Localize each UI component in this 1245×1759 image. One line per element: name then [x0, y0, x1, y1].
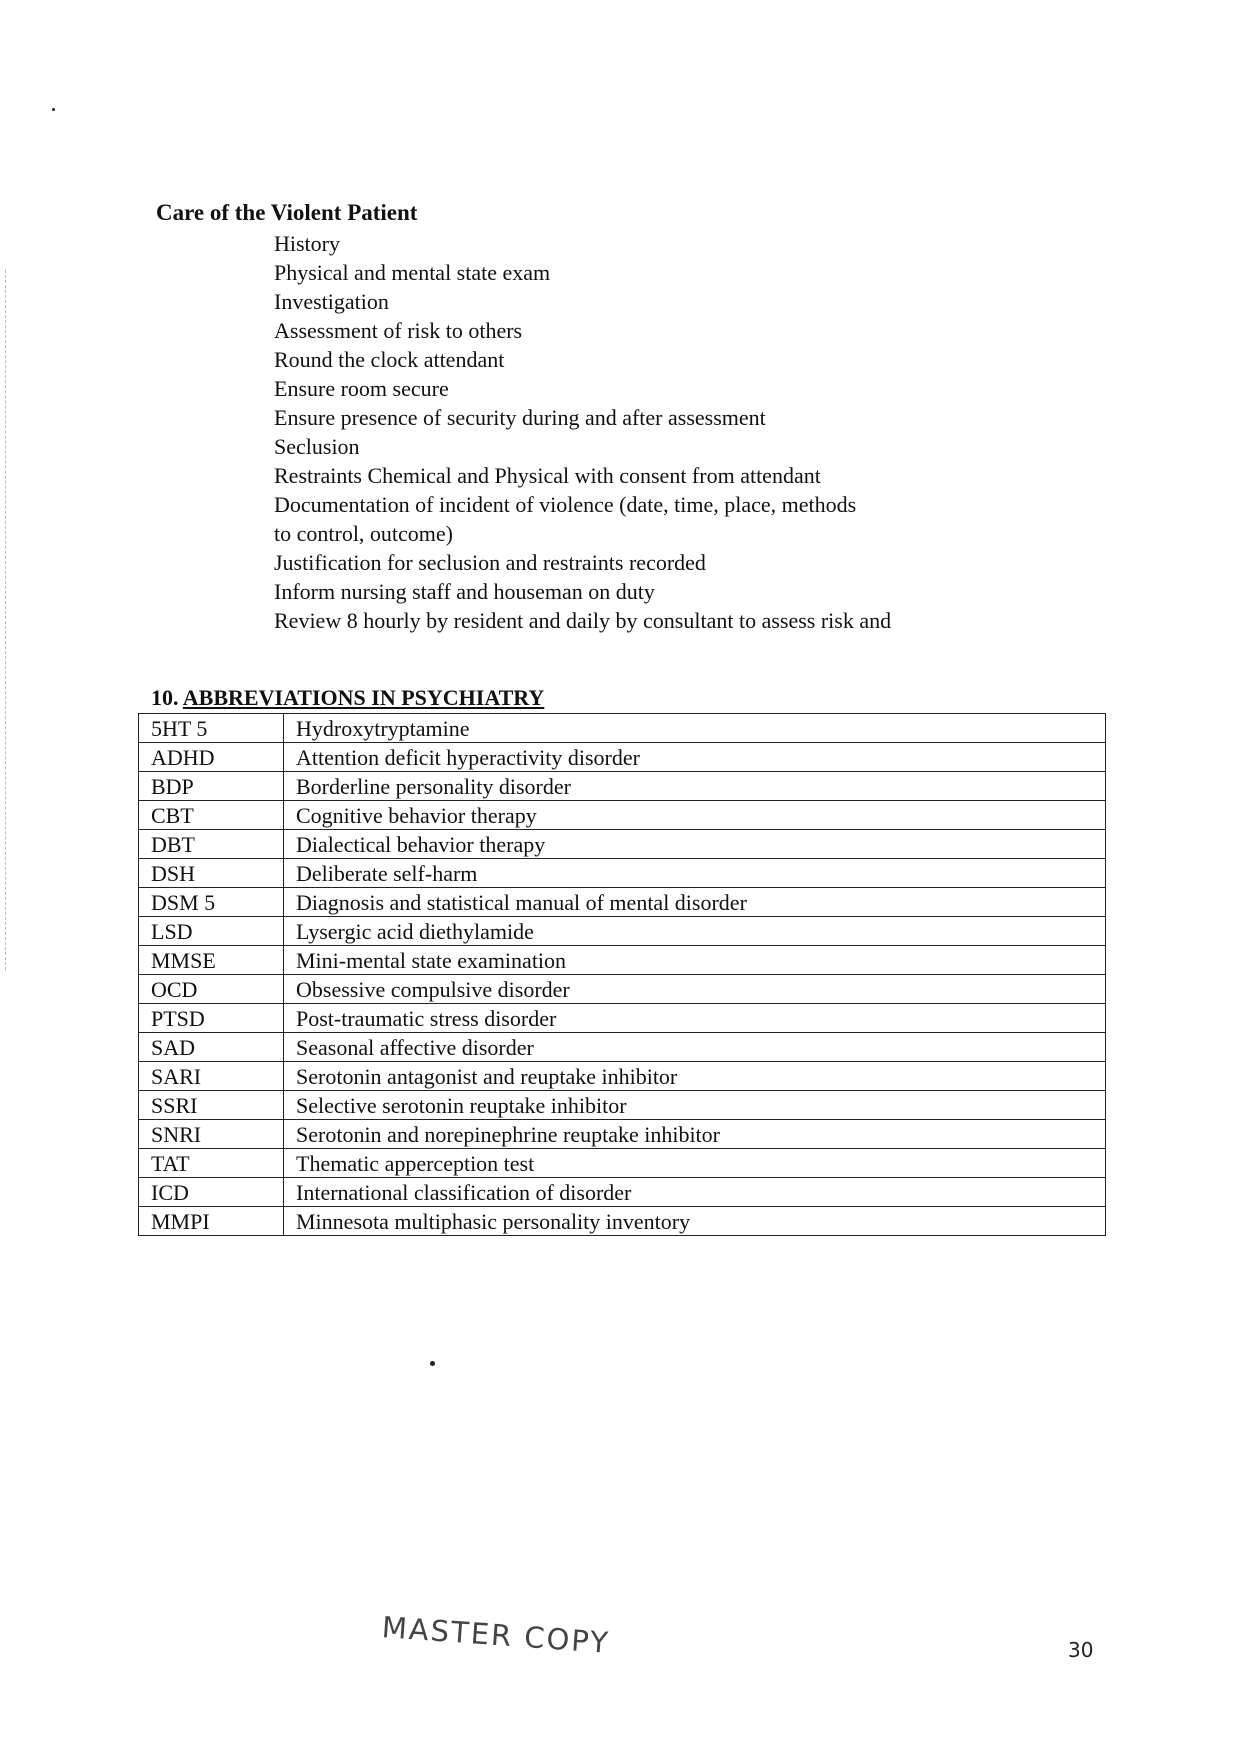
care-section-heading: Care of the Violent Patient — [156, 200, 418, 225]
table-row — [139, 772, 1106, 801]
care-list-item: Ensure presence of security during and after assessment — [274, 405, 766, 430]
meaning-cell: Cognitive behavior therapy — [284, 801, 1106, 830]
table-row — [139, 1091, 1106, 1120]
care-list-item: Assessment of risk to others — [274, 318, 523, 343]
abbreviation-cell: PTSD — [139, 1004, 284, 1033]
table-row — [139, 888, 1106, 917]
meaning-cell: Serotonin antagonist and reuptake inhibitor — [284, 1062, 1106, 1091]
meaning-cell: International classification of disorder — [284, 1178, 1106, 1207]
abbreviation-cell: SSRI — [139, 1091, 284, 1120]
abbreviations-title: ABBREVIATIONS IN PSYCHIATRY — [182, 685, 545, 710]
abbreviation-cell: ICD — [139, 1178, 284, 1207]
scan-speck — [430, 1361, 435, 1366]
table-row — [139, 743, 1106, 772]
meaning-cell: Selective serotonin reuptake inhibitor — [284, 1091, 1106, 1120]
table-row — [139, 1004, 1106, 1033]
meaning-cell: Obsessive compulsive disorder — [284, 975, 1106, 1004]
care-list-item: Physical and mental state exam — [274, 260, 551, 285]
abbreviation-cell: SNRI — [139, 1120, 284, 1149]
meaning-cell: Seasonal affective disorder — [284, 1033, 1106, 1062]
section-number: 10. — [151, 685, 179, 710]
meaning-cell: Serotonin and norepinephrine reuptake inhibitor — [284, 1120, 1106, 1149]
table-row — [139, 714, 1106, 743]
meaning-cell: Deliberate self-harm — [284, 859, 1106, 888]
table-row — [139, 917, 1106, 946]
care-list-item: Review 8 hourly by resident and daily by consultant to assess risk and — [274, 608, 892, 633]
care-list-item: Restraints Chemical and Physical with consent from attendant — [274, 463, 821, 488]
care-list-item: Ensure room secure — [274, 376, 449, 401]
abbreviation-cell: ADHD — [139, 743, 284, 772]
care-list-item: Inform nursing staff and houseman on duty — [274, 579, 655, 604]
meaning-cell: Post-traumatic stress disorder — [284, 1004, 1106, 1033]
care-list-item: Documentation of incident of violence (date, time, place, methods to control, outcome) — [274, 492, 857, 546]
abbreviation-cell: DSH — [139, 859, 284, 888]
abbreviation-cell: LSD — [139, 917, 284, 946]
abbreviations-heading — [151, 685, 544, 711]
care-list-item: Justification for seclusion and restraints recorded — [274, 550, 706, 575]
meaning-cell: Mini-mental state examination — [284, 946, 1106, 975]
abbreviation-cell: CBT — [139, 801, 284, 830]
abbreviation-cell: DSM 5 — [139, 888, 284, 917]
meaning-cell: Minnesota multiphasic personality inventory — [284, 1207, 1106, 1236]
table-row — [139, 801, 1106, 830]
abbreviation-cell: TAT — [139, 1149, 284, 1178]
page-number: 30 — [1068, 1638, 1094, 1662]
scan-speck — [52, 108, 55, 111]
abbreviation-cell: 5HT 5 — [139, 714, 284, 743]
meaning-cell: Hydroxytryptamine — [284, 714, 1106, 743]
meaning-cell: Thematic apperception test — [284, 1149, 1106, 1178]
meaning-cell: Lysergic acid diethylamide — [284, 917, 1106, 946]
abbreviation-cell: SAD — [139, 1033, 284, 1062]
table-row — [139, 1120, 1106, 1149]
meaning-cell: Diagnosis and statistical manual of mental disorder — [284, 888, 1106, 917]
table-row — [139, 946, 1106, 975]
abbreviation-cell: BDP — [139, 772, 284, 801]
table-row — [139, 1149, 1106, 1178]
care-list-item: Round the clock attendant — [274, 347, 505, 372]
table-row — [139, 975, 1106, 1004]
care-list-item: History — [274, 231, 340, 256]
care-list-item: Investigation — [274, 289, 389, 314]
table-row — [139, 1207, 1106, 1236]
meaning-cell: Dialectical behavior therapy — [284, 830, 1106, 859]
abbreviation-cell: DBT — [139, 830, 284, 859]
meaning-cell: Borderline personality disorder — [284, 772, 1106, 801]
master-copy-stamp: MASTER COPY — [380, 1610, 611, 1660]
abbreviation-cell: SARI — [139, 1062, 284, 1091]
meaning-cell: Attention deficit hyperactivity disorder — [284, 743, 1106, 772]
table-row — [139, 830, 1106, 859]
abbreviation-cell: MMPI — [139, 1207, 284, 1236]
care-list — [274, 229, 891, 635]
care-list-item: Seclusion — [274, 434, 360, 459]
table-row — [139, 859, 1106, 888]
abbreviation-cell: OCD — [139, 975, 284, 1004]
abbreviations-table — [138, 713, 1106, 1236]
scan-edge-mark — [5, 270, 6, 970]
table-row — [139, 1062, 1106, 1091]
table-row — [139, 1178, 1106, 1207]
table-row — [139, 1033, 1106, 1062]
abbreviation-cell: MMSE — [139, 946, 284, 975]
